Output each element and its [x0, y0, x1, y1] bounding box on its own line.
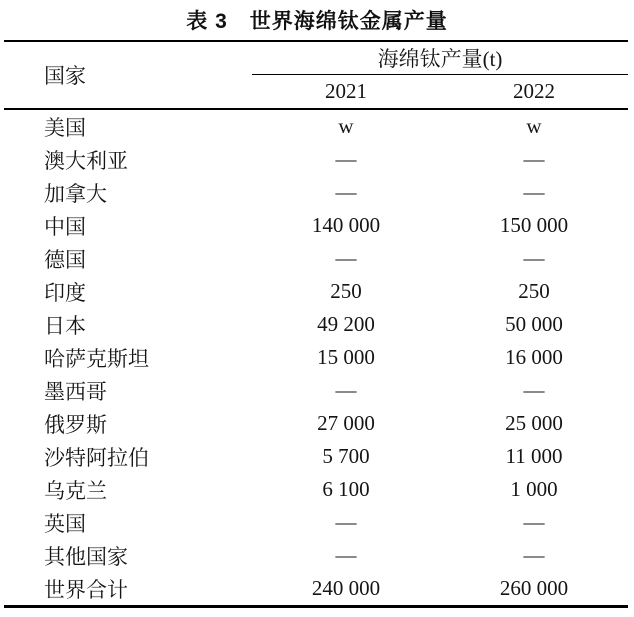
country-cell: 世界合计	[44, 577, 128, 602]
value-cell: 150 000	[499, 213, 569, 237]
value-cell: —	[523, 543, 545, 567]
year-header-2022: 2022	[440, 75, 628, 110]
table-row	[4, 242, 628, 275]
country-cell: 美国	[44, 115, 86, 140]
table-row	[4, 506, 628, 539]
value-cell: 50 000	[505, 312, 563, 336]
value-cell: 11 000	[505, 444, 563, 468]
value-cell: 250	[518, 279, 550, 303]
value-cell: —	[335, 510, 357, 534]
table-row	[4, 539, 628, 572]
value-cell: w	[526, 114, 542, 138]
table-body	[4, 109, 628, 607]
value-cell: —	[523, 246, 545, 270]
table-title: 表 3 世界海绵钛金属产量	[186, 10, 448, 33]
table-row	[4, 275, 628, 308]
value-cell: 260 000	[499, 576, 569, 600]
country-cell: 德国	[44, 247, 86, 272]
value-cell: 5 700	[322, 444, 370, 468]
country-cell: 中国	[44, 214, 86, 239]
value-cell: 1 000	[510, 477, 558, 501]
table-row	[4, 440, 628, 473]
value-cell: —	[335, 378, 357, 402]
value-cell: —	[523, 180, 545, 204]
country-cell: 乌克兰	[44, 478, 107, 503]
table-row	[4, 176, 628, 209]
production-table	[4, 40, 628, 608]
table-row	[4, 572, 628, 607]
value-cell: —	[335, 246, 357, 270]
value-cell: 250	[330, 279, 362, 303]
value-cell: 25 000	[505, 411, 563, 435]
value-cell: —	[335, 543, 357, 567]
production-group-header: 海绵钛产量(t)	[252, 41, 628, 75]
country-column-header: 国家	[4, 41, 252, 109]
country-cell: 沙特阿拉伯	[44, 445, 149, 470]
country-cell: 英国	[44, 511, 86, 536]
value-cell: 16 000	[505, 345, 563, 369]
value-cell: —	[523, 378, 545, 402]
value-cell: 140 000	[311, 213, 381, 237]
value-cell: —	[523, 147, 545, 171]
value-cell: w	[338, 114, 354, 138]
country-cell: 墨西哥	[44, 379, 107, 404]
table-row	[4, 109, 628, 143]
table-row	[4, 308, 628, 341]
table-header	[4, 41, 628, 109]
value-cell: 49 200	[317, 312, 375, 336]
country-cell: 澳大利亚	[44, 148, 128, 173]
value-cell: —	[335, 180, 357, 204]
table-row	[4, 473, 628, 506]
group-header-row	[4, 41, 628, 75]
value-cell: 27 000	[317, 411, 375, 435]
value-cell: 6 100	[322, 477, 370, 501]
value-cell: —	[523, 510, 545, 534]
country-cell: 日本	[44, 313, 86, 338]
table-row	[4, 341, 628, 374]
table-row	[4, 209, 628, 242]
table-row	[4, 143, 628, 176]
country-cell: 加拿大	[44, 181, 107, 206]
value-cell: —	[335, 147, 357, 171]
country-cell: 俄罗斯	[44, 412, 107, 437]
country-cell: 哈萨克斯坦	[44, 346, 149, 371]
country-cell: 其他国家	[44, 544, 128, 569]
value-cell: 15 000	[317, 345, 375, 369]
year-header-2021: 2021	[252, 75, 440, 110]
country-cell: 印度	[44, 280, 86, 305]
table-row	[4, 407, 628, 440]
table-row	[4, 374, 628, 407]
value-cell: 240 000	[311, 576, 381, 600]
